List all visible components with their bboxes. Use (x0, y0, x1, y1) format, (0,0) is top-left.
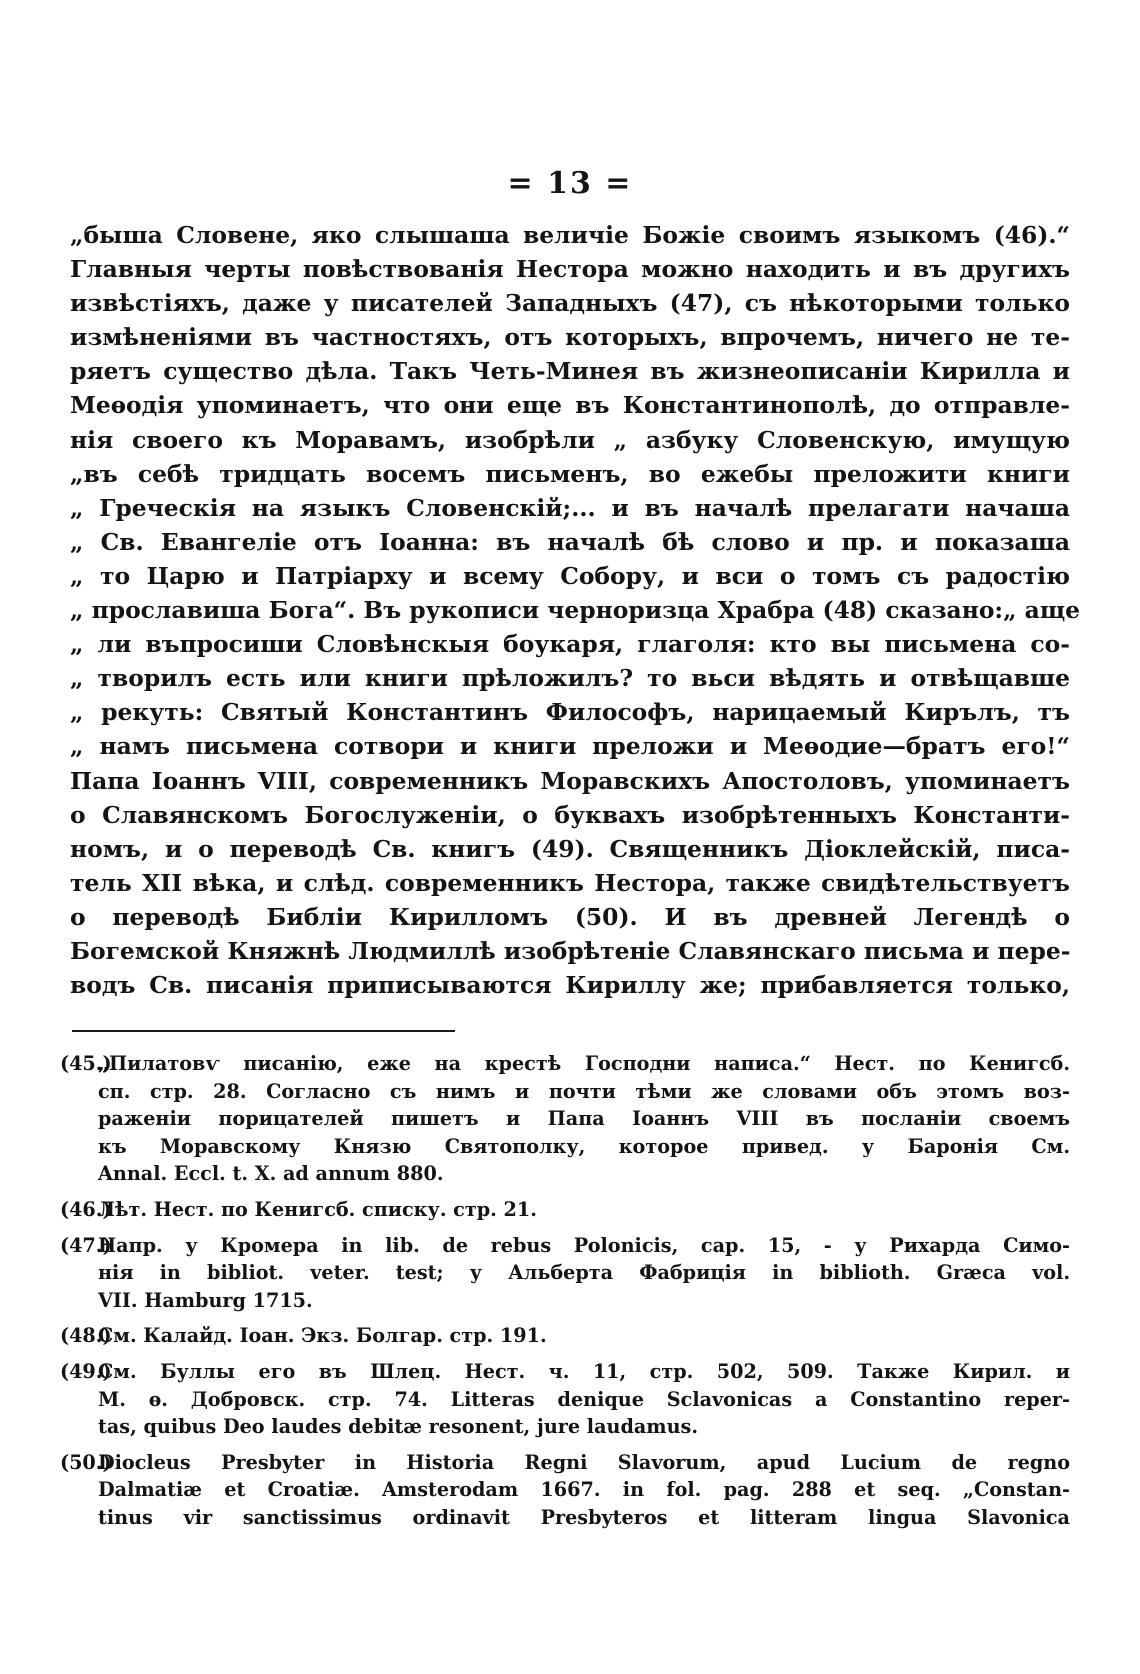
footnote-line: См. Калайд. Іоан. Экз. Болгар. стр. 191. (98, 1324, 547, 1348)
text-line: „ рекуть: Святый Константинъ Философъ, нарицаемый Кирълъ, тъ (70, 698, 1070, 727)
footnote-line: Diocleus Presbyter in Historia Regni Slavorum, apud Lucium de regno (98, 1450, 1070, 1474)
footnote-line: М. ѳ. Добровск. стр. 74. Litteras denique Sclavonicas a Constantino reper- (98, 1387, 1070, 1411)
footnote-line: нія in bibliot. veter. test; у Альберта Фабриція in biblioth. Græca vol. (98, 1261, 1070, 1285)
text-line: Меѳодія упоминаетъ, что они еще въ Константинополѣ, до отправле- (70, 391, 1070, 420)
footnote-line: Annal. Eccl. t. X. ad annum 880. (98, 1162, 444, 1186)
text-line: извѣстіяхъ, даже у писателей Западныхъ (47), съ нѣкоторыми только (70, 289, 1070, 318)
footnotes (60, 1050, 1070, 1540)
text-line: „ то Царю и Патріарху и всему Собору, и вси о томъ съ радостію (70, 561, 1070, 590)
main-text (70, 218, 1081, 1002)
footnote-number: (46.) (60, 1197, 112, 1221)
footnote-line: Напр. у Кромера in lib. de rebus Polonicis, cap. 15, - у Рихарда Симо- (98, 1233, 1070, 1257)
footnote (60, 1449, 1070, 1532)
text-line: Главныя черты повѣствованія Нестора можно находить и въ другихъ (70, 255, 1070, 284)
text-line: Богемской Княжнѣ Людмиллѣ изобрѣтеніе Славянскаго письма и пере- (70, 936, 1071, 965)
footnote-line: tinus vir sanctissimus ordinavit Presbyteros et litteram lingua Slavonica (98, 1505, 1070, 1529)
footnote-line: tas, quibus Deo laudes debitæ resonent, jure laudamus. (98, 1415, 699, 1439)
text-line: номъ, и о переводѣ Св. книгъ (49). Священникъ Діоклейскій, писа- (70, 834, 1070, 863)
text-line: „ Св. Евангеліе отъ Іоанна: въ началѣ бѣ слово и пр. и показаша (70, 527, 1070, 556)
text-line: ряетъ существо дѣла. Такъ Четь-Минея въ жизнеописаніи Кирилла и (70, 357, 1070, 386)
footnote-line: къ Моравскому Князю Святополку, которое привед. у Баронія См. (98, 1134, 1070, 1158)
footnote-number: (47.) (60, 1233, 112, 1257)
footnote-line: сп. стр. 28. Согласно съ нимъ и почти тѣми же словами объ этомъ воз- (98, 1079, 1070, 1103)
footnote-divider (72, 1030, 455, 1032)
text-line: нія своего къ Моравамъ, изобрѣли „ азбуку Словенскую, имущую (70, 425, 1070, 454)
text-line: „ Греческія на языкъ Словенскій;... и въ началѣ прелагати начаша (70, 493, 1070, 522)
footnote-line: Лѣт. Нест. по Кенигсб. списку. стр. 21. (98, 1197, 537, 1221)
text-line: „ ли въпросиши Словѣнскыя боукаря, глаголя: кто вы письмена со- (70, 630, 1070, 659)
text-line: о Славянскомъ Богослуженіи, о буквахъ изобрѣтенныхъ Константи- (70, 800, 1070, 829)
text-line: водъ Св. писанія приписываются Кириллу же; прибавляется только, (70, 971, 1070, 1000)
footnote-line: „Пилатовѵ писанію, еже на крестѣ Господни написа.“ Нест. по Кенигсб. (98, 1052, 1070, 1075)
footnote-number: (48.) (60, 1324, 112, 1348)
text-line: Папа Іоаннъ VIII, современникъ Моравскихъ Апостоловъ, упоминаетъ (70, 766, 1070, 795)
text-line: „ намъ письмена сотвори и книги преложи и Меѳодие—братъ его!“ (70, 732, 1070, 761)
text-line: „быша Словене, яко слышаша величіе Божіе своимъ языкомъ (46).“ (70, 221, 1070, 249)
page-number: = 13 = (507, 166, 633, 201)
footnote (60, 1050, 1070, 1188)
footnote-line: Dalmatiæ et Croatiæ. Amsterodam 1667. in fol. pag. 288 et seq. „Constan- (98, 1478, 1070, 1502)
text-line: „ творилъ есть или книги прѣложилъ? то вьси вѣдять и отвѣщавше (70, 664, 1070, 693)
text-line: измѣненіями въ частностяхъ, отъ которыхъ, впрочемъ, ничего не те- (70, 323, 1070, 352)
footnote (60, 1232, 1070, 1315)
text-line: „ прославиша Бога“. Въ рукописи черноризца Храбра (48) сказано:„ аще (70, 596, 1081, 625)
footnote-number: (50.) (60, 1450, 112, 1474)
footnote (60, 1322, 1070, 1350)
footnote-line: См. Буллы его въ Шлец. Нест. ч. 11, стр. 502, 509. Также Кирил. и (98, 1359, 1070, 1383)
footnote-number: (45.) (60, 1052, 112, 1075)
footnote-line: раженіи порицателей пишетъ и Папа Іоаннъ VIII въ посланіи своемъ (98, 1107, 1070, 1131)
footnote (60, 1358, 1070, 1441)
footnote-line: VII. Hamburg 1715. (98, 1288, 313, 1312)
footnote (60, 1196, 1070, 1224)
text-line: о переводѣ Библіи Кирилломъ (50). И въ древней Легендѣ о (70, 902, 1070, 931)
footnote-number: (49.) (60, 1359, 112, 1383)
text-line: „въ себѣ тридцать восемъ письменъ, во ежебы преложити книги (70, 459, 1070, 488)
text-line: тель XII вѣка, и слѣд. современникъ Нестора, также свидѣтельствуетъ (70, 868, 1070, 897)
